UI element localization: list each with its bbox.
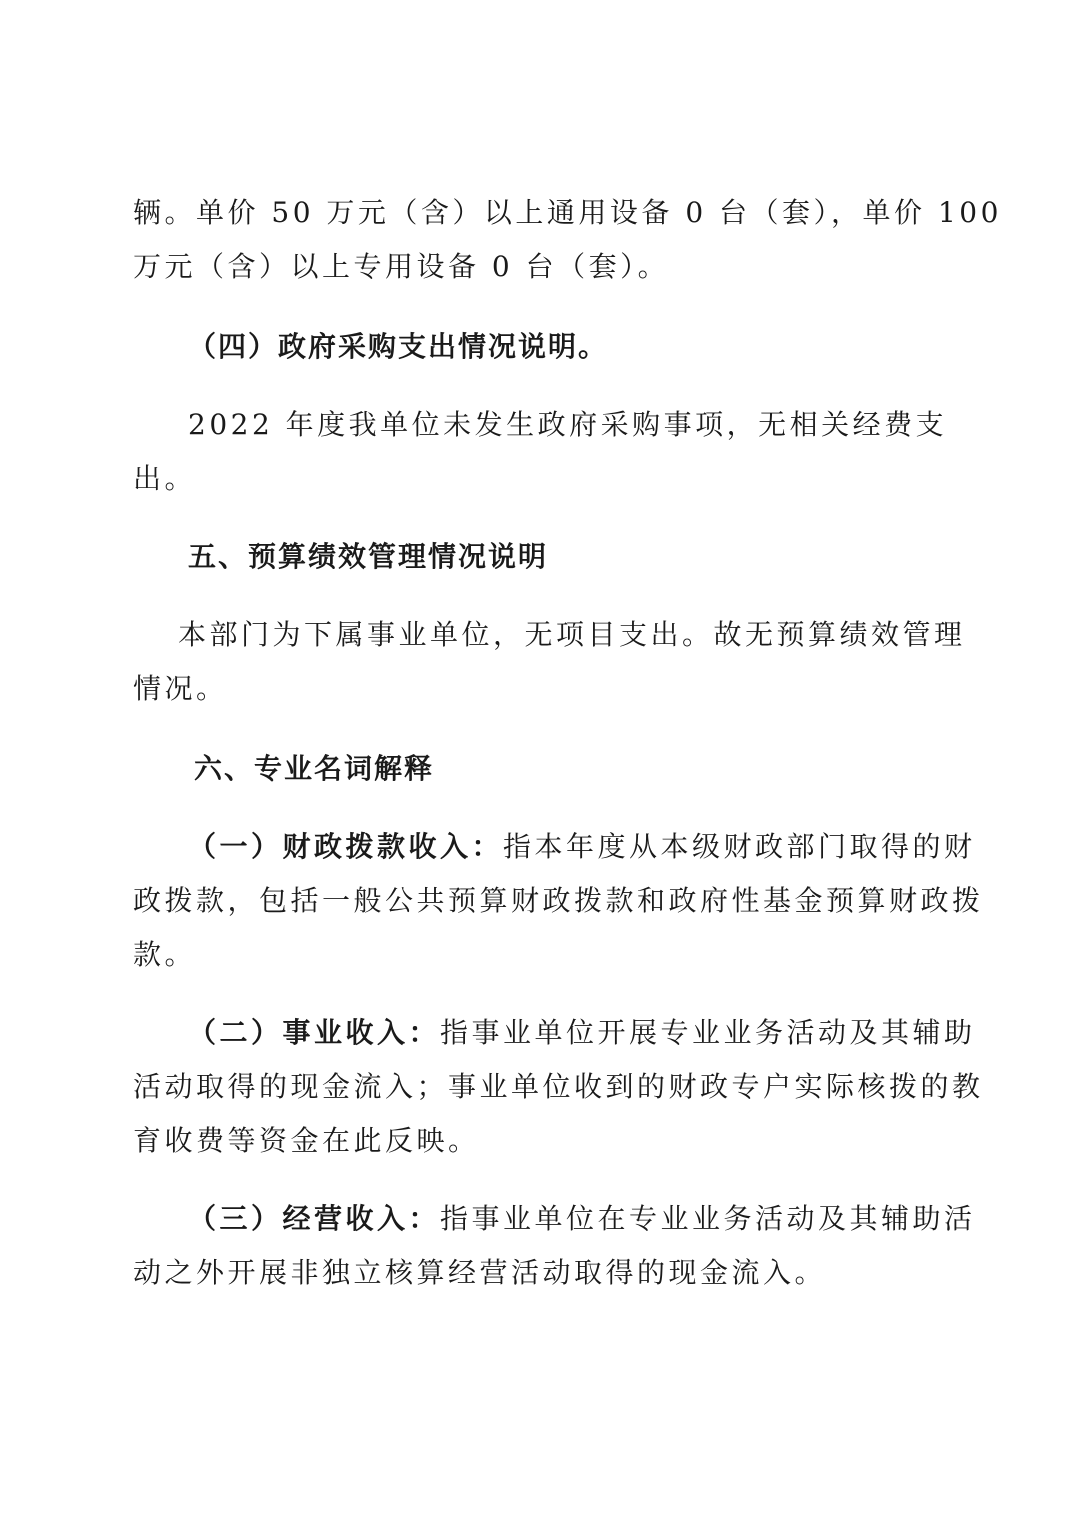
term-business-income-label: （二）事业收入： (188, 1016, 441, 1049)
paragraph-equipment-line-1: 辆。单价 50 万元（含）以上通用设备 0 台（套），单价 100 (133, 196, 1002, 229)
paragraph-equipment-line-2: 万元（含）以上专用设备 0 台（套）。 (133, 250, 670, 283)
term-fiscal-allocation-text: 指本年度从本级财政部门取得的财 (503, 830, 976, 863)
term-operating-income-label: （三）经营收入： (188, 1202, 441, 1235)
term-fiscal-allocation-line-1 (188, 830, 976, 864)
term-business-income-line-3: 育收费等资金在此反映。 (133, 1124, 480, 1157)
term-business-income-text: 指事业单位开展专业业务活动及其辅助 (440, 1016, 976, 1049)
term-operating-income-line-1 (188, 1202, 976, 1236)
term-fiscal-allocation-line-2: 政拨款，包括一般公共预算财政拨款和政府性基金预算财政拨 (133, 884, 984, 917)
section-heading-glossary: 六、专业名词解释 (194, 752, 435, 785)
term-fiscal-allocation-line-3: 款。 (133, 938, 197, 971)
term-business-income-line-2: 活动取得的现金流入；事业单位收到的财政专户实际核拨的教 (133, 1070, 984, 1103)
term-fiscal-allocation-label: （一）财政拨款收入： (188, 830, 504, 863)
paragraph-performance-line-2: 情况。 (133, 672, 228, 705)
paragraph-procurement-line-1: 2022 年度我单位未发生政府采购事项，无相关经费支 (188, 408, 948, 441)
term-business-income-line-1 (188, 1016, 976, 1050)
term-operating-income-line-2: 动之外开展非独立核算经营活动取得的现金流入。 (133, 1256, 827, 1289)
paragraph-performance-line-1: 本部门为下属事业单位，无项目支出。故无预算绩效管理 (178, 618, 966, 651)
section-heading-procurement: （四）政府采购支出情况说明。 (188, 330, 609, 363)
term-operating-income-text: 指事业单位在专业业务活动及其辅助活 (440, 1202, 976, 1235)
section-heading-performance: 五、预算绩效管理情况说明 (188, 540, 549, 573)
paragraph-procurement-line-2: 出。 (133, 462, 197, 495)
